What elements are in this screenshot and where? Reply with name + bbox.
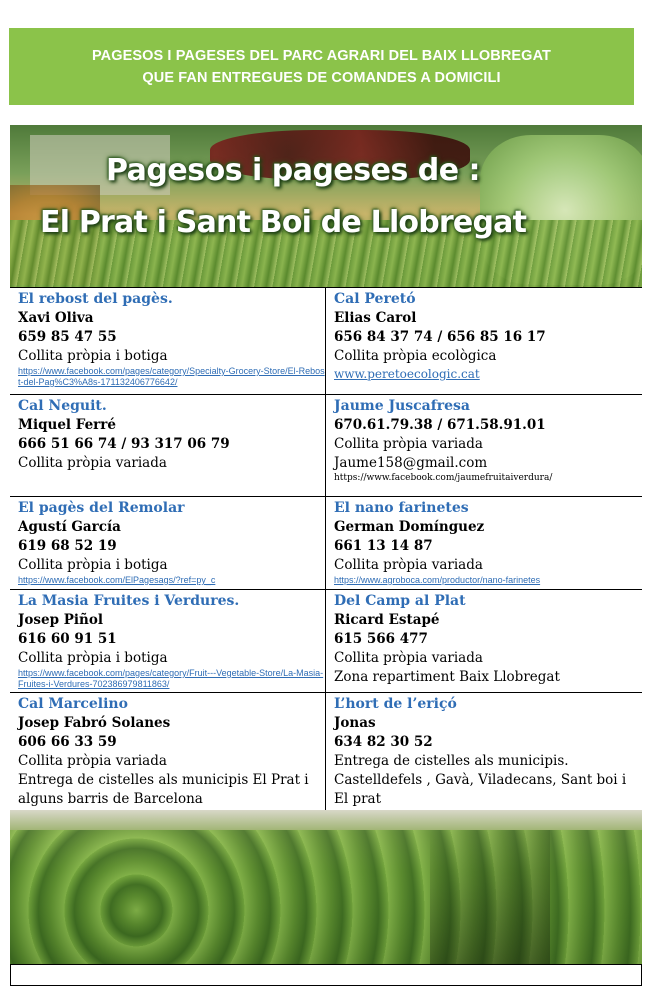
producer-name: El nano farinetes — [334, 500, 469, 516]
hero-title-line-1: Pagesos i pageses de : — [106, 153, 481, 188]
chard-field-photo — [10, 810, 642, 964]
producer-contact: Agustí García — [18, 519, 121, 535]
producer-card — [10, 288, 325, 394]
producer-card — [325, 497, 640, 589]
producer-card — [10, 693, 325, 811]
producer-card — [10, 395, 325, 496]
producer-note: Collita pròpia variada — [18, 455, 167, 471]
producer-email[interactable]: Jaume158@gmail.com — [334, 455, 488, 471]
producer-contact: Jonas — [334, 715, 376, 731]
producer-link[interactable]: https://www.facebook.com/pages/category/Specialty-Grocery-Store/El-Rebost-del-Pag%C3%A8s-171132406776642/ — [18, 366, 325, 387]
producer-contact: Miquel Ferré — [18, 417, 116, 433]
producer-link[interactable]: https://www.agroboca.com/productor/nano-farinetes — [334, 575, 541, 585]
producer-link[interactable]: www.peretoecologic.cat — [334, 367, 480, 381]
producer-card — [325, 590, 640, 692]
producer-phone: 634 82 30 52 — [334, 734, 433, 750]
producer-contact: Xavi Oliva — [18, 310, 94, 326]
producer-card — [325, 395, 640, 496]
producer-phone: 661 13 14 87 — [334, 538, 433, 554]
producer-note: Collita pròpia i botiga — [18, 650, 168, 666]
producer-note: Collita pròpia variada — [334, 436, 483, 452]
producer-note: Entrega de cistelles als municipis El Prat i alguns barris de Barcelona — [18, 772, 309, 807]
table-row — [10, 288, 642, 395]
producer-phone: 616 60 91 51 — [18, 631, 117, 647]
banner-line-2: QUE FAN ENTREGUES DE COMANDES A DOMICILI — [142, 69, 501, 86]
bottom-border — [10, 964, 642, 986]
producer-phone: 606 66 33 59 — [18, 734, 117, 750]
table-row — [10, 497, 642, 590]
producer-note: Collita pròpia variada — [334, 557, 483, 573]
header-banner — [9, 28, 634, 105]
producer-contact: Elias Carol — [334, 310, 417, 326]
producer-name: El rebost del pagès. — [18, 291, 173, 307]
producer-link[interactable]: https://www.facebook.com/pages/category/Fruit---Vegetable-Store/La-Masia-Fruites-i-Verdures-702386979811863/ — [18, 668, 324, 689]
hero-image — [10, 125, 642, 287]
producer-name: El pagès del Remolar — [18, 500, 185, 516]
hero-title-line-2: El Prat i Sant Boi de Llobregat — [40, 205, 527, 240]
producer-contact: Josep Piñol — [18, 612, 103, 628]
producer-note: Collita pròpia i botiga — [18, 557, 168, 573]
producer-name: La Masia Fruites i Verdures. — [18, 593, 240, 609]
producer-contact: Josep Fabró Solanes — [18, 715, 171, 731]
table-row — [10, 590, 642, 693]
producer-link[interactable]: https://www.facebook.com/ElPagesags/?ref=py_c — [18, 575, 216, 585]
producer-name: Del Camp al Plat — [334, 593, 466, 609]
producer-contact: Ricard Estapé — [334, 612, 440, 628]
producer-name: Cal Peretó — [334, 291, 416, 307]
producer-name: L’hort de l’eriçó — [334, 696, 457, 712]
producer-note: Collita pròpia i botiga — [18, 348, 168, 364]
producer-link[interactable]: https://www.facebook.com/jaumefruitaiverdura/ — [334, 473, 553, 483]
producer-phone: 666 51 66 74 / 93 317 06 79 — [18, 436, 230, 452]
producer-card — [325, 288, 640, 394]
table-row — [10, 693, 642, 812]
producer-contact: German Domínguez — [334, 519, 485, 535]
producer-card — [10, 590, 325, 692]
producer-table — [10, 287, 642, 812]
table-row — [10, 395, 642, 497]
producer-phone: 656 84 37 74 / 656 85 16 17 — [334, 329, 546, 345]
producer-note: Entrega de cistelles als municipis. Castelldefels , Gavà, Viladecans, Sant boi i El prat — [334, 753, 627, 807]
producer-name: Jaume Juscafresa — [334, 398, 471, 414]
producer-phone: 659 85 47 55 — [18, 329, 117, 345]
field-path-shape — [430, 830, 550, 964]
producer-phone: 670.61.79.38 / 671.58.91.01 — [334, 417, 546, 433]
banner-line-1: PAGESOS I PAGESES DEL PARC AGRARI DEL BAIX LLOBREGAT — [91, 47, 552, 64]
producer-note: Collita pròpia ecològica — [334, 348, 497, 364]
producer-phone: 619 68 52 19 — [18, 538, 117, 554]
producer-name: Cal Neguit. — [18, 398, 107, 414]
producer-note: Collita pròpia variada — [334, 650, 483, 666]
producer-phone: 615 566 477 — [334, 631, 428, 647]
producer-card — [10, 497, 325, 589]
producer-note: Zona repartiment Baix Llobregat — [334, 669, 560, 685]
producer-card — [325, 693, 640, 811]
producer-name: Cal Marcelino — [18, 696, 128, 712]
producer-note: Collita pròpia variada — [18, 753, 167, 769]
